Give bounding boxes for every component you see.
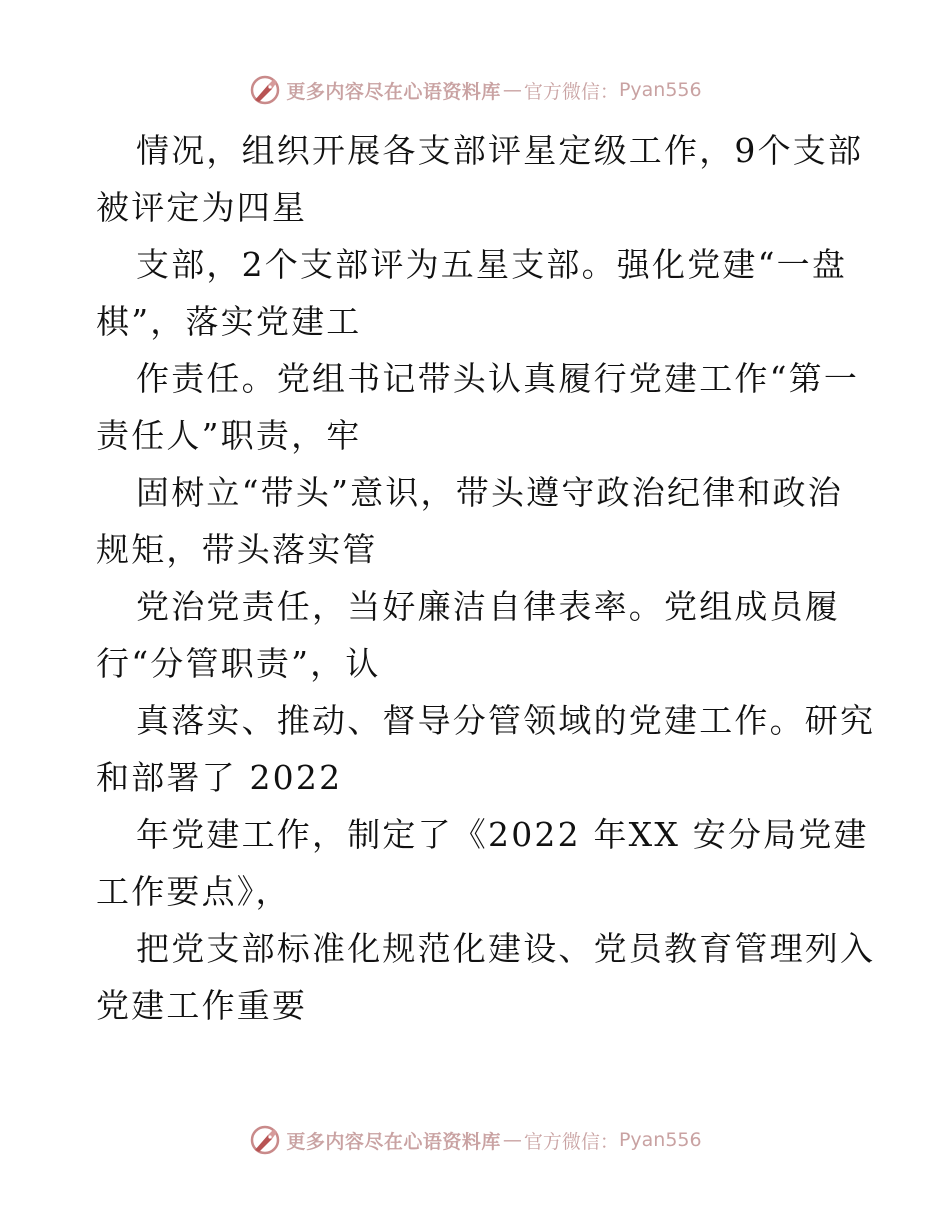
body-line: 和部署了 2022: [96, 758, 343, 797]
body-line: 规矩，带头落实管: [96, 530, 378, 569]
pen-nib-logo-icon: [248, 1123, 282, 1157]
banner-brand-text: 更多内容尽在心语资料库: [286, 1130, 501, 1153]
body-line: 责任人”职责，牢: [96, 416, 362, 455]
body-line: 工作要点》，: [96, 872, 291, 911]
banner-brand-text: 更多内容尽在心语资料库: [286, 80, 501, 103]
body-line: 党建工作重要: [96, 986, 308, 1025]
header-banner: [0, 70, 950, 110]
banner-wechat-label: 官方微信：: [523, 1130, 619, 1153]
pen-nib-logo-icon: [248, 73, 282, 107]
body-line: 党治党责任，当好廉洁自律表率。党组成员履: [136, 587, 840, 626]
body-line: 行“分管职责”，认: [96, 644, 381, 683]
body-line: 把党支部标准化规范化建设、党员教育管理列入: [136, 929, 876, 968]
body-line: 情况，组织开展各支部评星定级工作，9个支部: [136, 131, 864, 170]
body-line: 年党建工作，制定了《2022 年XX 安分局党建: [136, 815, 869, 854]
body-line: 固树立“带头”意识，带头遵守政治纪律和政治: [136, 473, 843, 512]
banner-wechat-label: 官方微信：: [523, 80, 619, 103]
document-body: [96, 122, 876, 1034]
body-line: 支部，2个支部评为五星支部。强化党建“一盘: [136, 245, 848, 284]
body-line: 被评定为四星: [96, 188, 308, 227]
body-line: 真落实、推动、督导分管领域的党建工作。研究: [136, 701, 876, 740]
banner-separator: —: [502, 1129, 522, 1151]
body-line: 作责任。党组书记带头认真履行党建工作“第一: [136, 359, 860, 398]
banner-wechat-handle: Pyan556: [618, 1129, 702, 1151]
banner-wechat-handle: Pyan556: [618, 79, 702, 101]
footer-banner: [0, 1120, 950, 1160]
body-line: 棋”，落实党建工: [96, 302, 362, 341]
banner-separator: —: [502, 79, 522, 101]
